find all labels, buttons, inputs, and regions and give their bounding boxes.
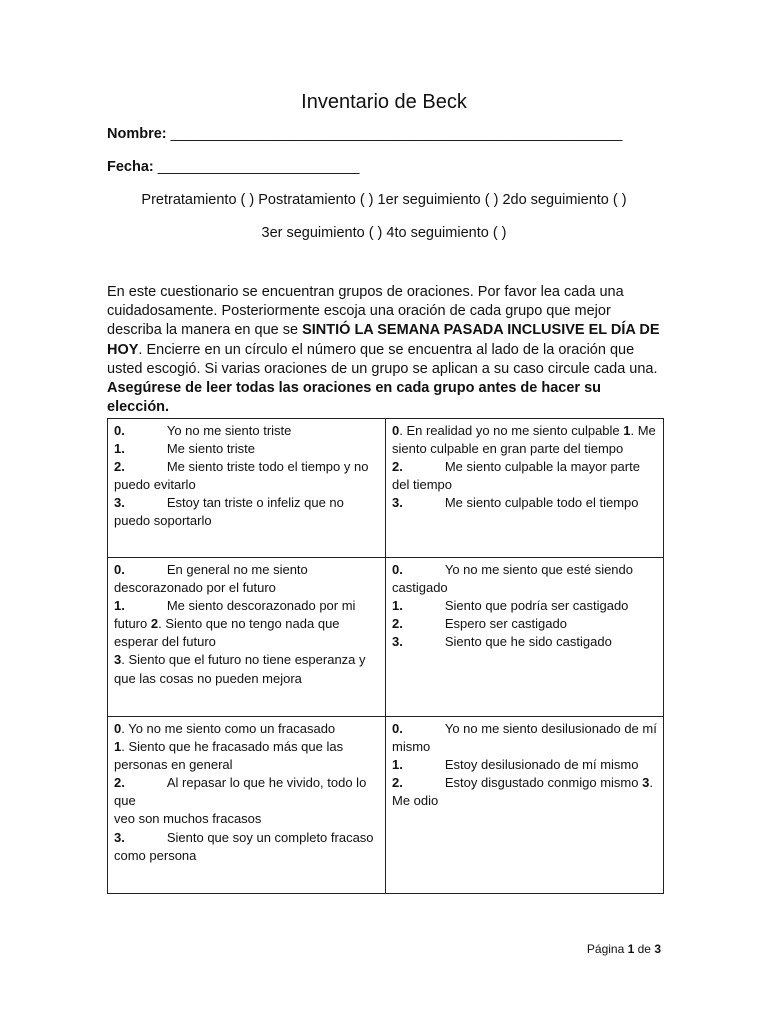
- option-0: 0. Yo no me siento triste: [114, 423, 292, 438]
- option-0-1: 0. En realidad yo no me siento culpable 1. Me siento culpable en gran parte del tiempo: [392, 423, 656, 457]
- option-0: 0. Yo no me siento desilusionado de mí mismo: [392, 721, 657, 755]
- question-group-punishment: [386, 558, 663, 717]
- option-0: 0. Yo no me siento como un fracasado: [114, 721, 336, 736]
- option-2: 2. Al repasar lo que he vivido, todo lo que: [114, 775, 367, 809]
- option-1: 1. Me siento triste: [114, 441, 255, 457]
- option-2: 2. Espero ser castigado: [392, 616, 567, 632]
- page-number: Página 1 de 3: [586, 942, 661, 956]
- option-2: 2. Me siento triste todo el tiempo y no puedo evitarlo: [114, 459, 369, 493]
- date-label: Fecha:: [107, 159, 154, 175]
- question-group-sadness: [108, 419, 386, 558]
- instructions-emphasis-2: Asegúrese de leer todas las oraciones en cada grupo antes de hacer su elección.: [107, 380, 601, 416]
- option-3: 3. Siento que el futuro no tiene esperanza y que las cosas no pueden mejora: [114, 652, 366, 686]
- option-0: 0. En general no me siento descorazonado por el futuro: [114, 562, 308, 596]
- option-1: 1. Siento que podría ser castigado: [392, 598, 629, 614]
- date-field[interactable]: [107, 159, 359, 175]
- name-line: ________________________________________________________: [170, 126, 623, 142]
- option-3: 3. Siento que soy un completo fracaso como persona: [114, 829, 374, 863]
- option-1: 1. Estoy desilusionado de mí mismo: [392, 757, 639, 773]
- treatment-options-line-1: Pretratamiento ( ) Postratamiento ( ) 1er seguimiento ( ) 2do seguimiento ( ): [141, 192, 627, 208]
- name-field[interactable]: [107, 126, 622, 142]
- question-group-guilt: [386, 419, 663, 558]
- option-3: 3. Siento que he sido castigado: [392, 634, 612, 650]
- option-1: 1. Siento que he fracasado más que las personas en general: [114, 739, 344, 773]
- option-2-3: 2. Estoy disgustado conmigo mismo 3. Me odio: [392, 775, 653, 809]
- date-line: _________________________: [157, 159, 360, 175]
- question-group-failure: [108, 717, 386, 893]
- option-2: 2. Me siento culpable la mayor parte del tiempo: [392, 459, 640, 493]
- instructions-emphasis-1: SINTIÓ LA SEMANA PASADA INCLUSIVE EL DÍA DE HOY: [107, 322, 660, 358]
- option-2-continued: veo son muchos fracasos: [114, 811, 262, 827]
- name-label: Nombre:: [107, 126, 167, 142]
- questions-table: [107, 418, 664, 894]
- question-group-disappointment: [386, 717, 663, 893]
- option-1-2: 1. Me siento descorazonado por mi futuro 2. Siento que no tengo nada que esperar del futuro: [114, 598, 356, 650]
- page-title: Inventario de Beck: [301, 91, 467, 113]
- option-3: 3. Estoy tan triste o infeliz que no puedo soportarlo: [114, 495, 344, 529]
- instructions-paragraph: En este cuestionario se encuentran grupos de oraciones. Por favor lea cada una cuidadosamente. Posteriormente escoja una oración de cada grupo que mejor describa la manera en que se SINTIÓ LA SEMANA PASADA INCLUSIVE EL DÍA DE HOY. Encierre en un círculo el número que se encuentra al lado de la oración que usted escogió. Si varias oraciones de un grupo se aplican a su caso circule cada una. Asegúrese de leer todas las oraciones en cada grupo antes de hacer su elección.: [107, 284, 660, 416]
- question-group-future: [108, 558, 386, 717]
- option-3: 3. Me siento culpable todo el tiempo: [392, 495, 639, 511]
- treatment-options-line-2: 3er seguimiento ( ) 4to seguimiento ( ): [261, 225, 507, 241]
- option-0: 0. Yo no me siento que esté siendo castigado: [392, 562, 634, 596]
